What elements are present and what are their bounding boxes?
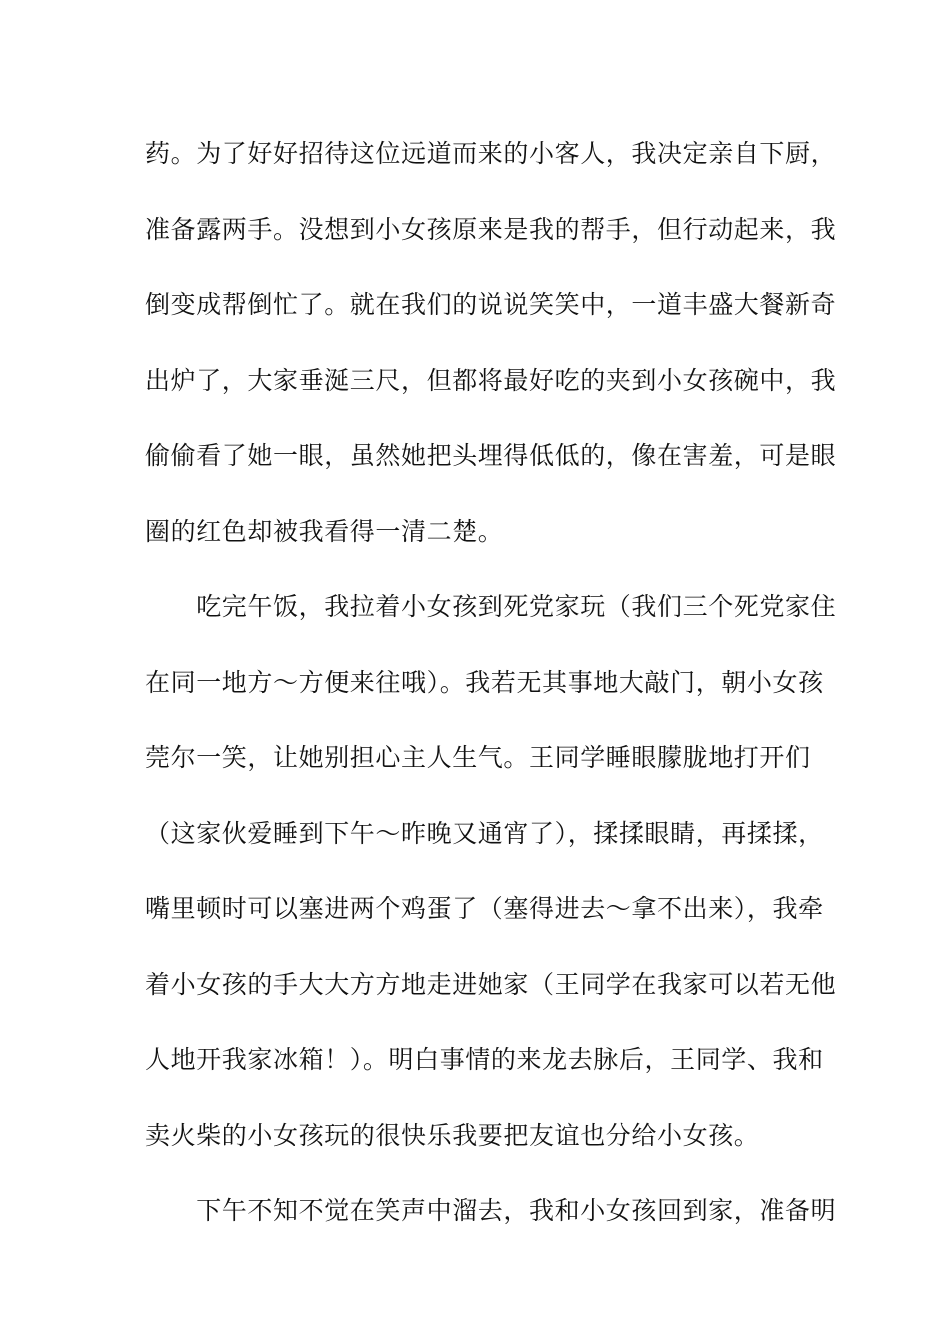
text-line: 在同一地方～方便来往哦）。我若无其事地大敲门，朝小女孩 (145, 667, 824, 697)
text-line: 准备露两手。没想到小女孩原来是我的帮手，但行动起来，我 (145, 214, 837, 244)
body-text (145, 129, 837, 1262)
text-line: 人地开我家冰箱！）。明白事情的来龙去脉后，王同学、我和 (145, 1045, 824, 1074)
text-line: （这家伙爱睡到下午～昨晚又通宵了），揉揉眼睛，再揉揉， (145, 818, 824, 848)
text-line: 下午不知不觉在笑声中溜去，我和小女孩回到家，准备明 (145, 1196, 837, 1225)
text-line: 卖火柴的小女孩玩的很快乐我要把友谊也分给小女孩。 (145, 1120, 760, 1150)
text-line: 出炉了，大家垂涎三尺，但都将最好吃的夹到小女孩碗中，我 (145, 365, 837, 395)
text-line: 莞尔一笑，让她别担心主人生气。王同学睡眼朦胧地打开们 (145, 743, 811, 772)
text-line: 药。为了好好招待这位远道而来的小客人，我决定亲自下厨， (145, 139, 837, 168)
text-line: 着小女孩的手大大方方地走进她家（王同学在我家可以若无他 (145, 969, 837, 999)
text-line: 倒变成帮倒忙了。就在我们的说说笑笑中，一道丰盛大餐新奇 (145, 290, 837, 319)
text-line: 偷偷看了她一眼，虽然她把头埋得低低的，像在害羞，可是眼 (145, 441, 837, 470)
text-line: 嘴里顿时可以塞进两个鸡蛋了（塞得进去～拿不出来），我牵 (145, 894, 824, 923)
text-line: 圈的红色却被我看得一清二楚。 (145, 516, 504, 546)
text-line: 吃完午饭，我拉着小女孩到死党家玩（我们三个死党家住 (145, 592, 837, 621)
